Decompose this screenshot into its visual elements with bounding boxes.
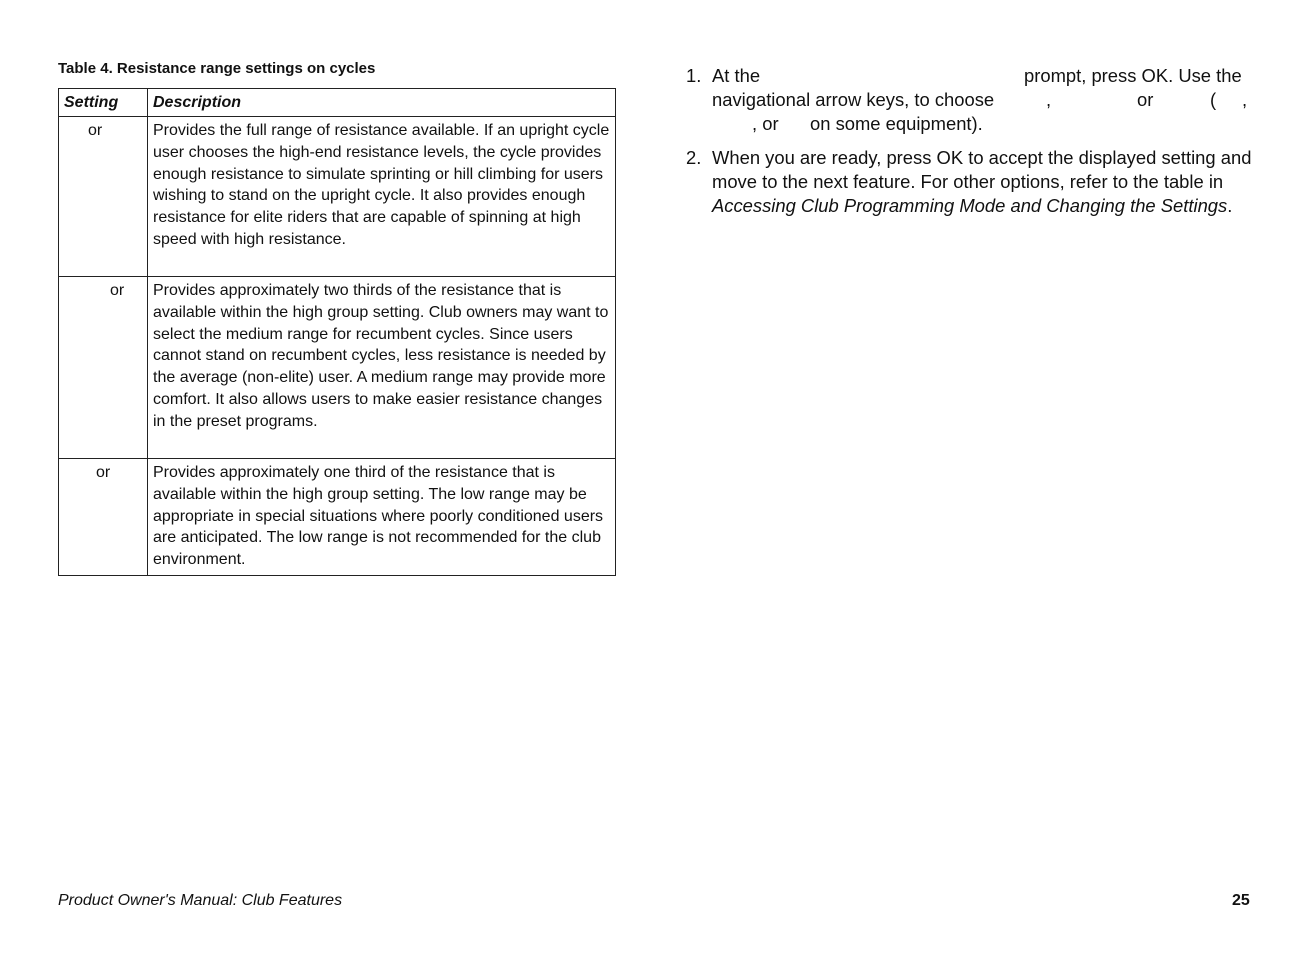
step-1-line-1	[712, 64, 1261, 88]
setting-cell-high	[59, 117, 148, 277]
step-text: At the	[712, 65, 761, 86]
step-2	[686, 146, 1261, 218]
instruction-steps	[686, 64, 1261, 228]
step-text: ,	[1242, 89, 1248, 110]
step-text: .	[1227, 195, 1233, 216]
step-number: 1.	[686, 65, 702, 86]
description-cell: Provides approximately two thirds of the resistance that is available within the high group setting. Club owners may want to select the medium range for recumbent cycles. Since users cannot stand on recumbent cycles, less resistance is needed by the average (non-elite) user. A medium range may provide more comfort. It also allows users to make easier resistance changes in the preset programs.	[148, 277, 616, 459]
setting-connector: or	[110, 282, 125, 299]
table-caption: Table 4. Resistance range settings on cycles	[58, 60, 376, 77]
cross-reference: Accessing Club Programming Mode and Changing the Settings	[712, 195, 1228, 216]
step-text: , or	[752, 113, 779, 134]
page-number: 25	[1232, 892, 1250, 909]
step-2-text	[712, 146, 1261, 218]
resistance-settings-table	[58, 88, 616, 576]
setting-connector: or	[88, 122, 103, 139]
setting-cell-low	[59, 459, 148, 576]
footer-title: Product Owner's Manual: Club Features	[58, 892, 343, 909]
table-row	[59, 459, 616, 576]
step-1-line-2	[712, 88, 1261, 112]
step-text: navigational arrow keys, to choose	[712, 89, 995, 110]
header-setting: Setting	[59, 89, 148, 117]
description-cell: Provides approximately one third of the resistance that is available within the high group setting. The low range may be appropriate in special situations where poorly conditioned users are anticipated. The low range is not recommended for the club environment.	[148, 459, 616, 576]
step-text: (	[1210, 89, 1217, 110]
setting-cell-medium	[59, 277, 148, 459]
table-header-row	[59, 89, 616, 117]
header-description: Description	[148, 89, 616, 117]
description-cell: Provides the full range of resistance available. If an upright cycle user chooses the high-end resistance levels, the cycle provides enough resistance to simulate sprinting or hill climbing for users wishing to stand on the upright cycle. It also provides enough resistance for elite riders that are capable of spinning at high speed with high resistance.	[148, 117, 616, 277]
step-1	[686, 64, 1261, 136]
table-row	[59, 117, 616, 277]
step-text: When you are ready, press OK to accept the displayed setting and move to the next feature. For other options, refer to the table in	[712, 147, 1252, 192]
setting-connector: or	[96, 464, 111, 481]
table-row	[59, 277, 616, 459]
step-text: prompt, press OK. Use the	[1024, 65, 1242, 86]
step-text: ,	[1046, 89, 1052, 110]
step-text: or	[1137, 89, 1154, 110]
step-text: on some equipment).	[810, 113, 983, 134]
step-number: 2.	[686, 147, 702, 168]
step-1-line-3	[712, 112, 1261, 136]
